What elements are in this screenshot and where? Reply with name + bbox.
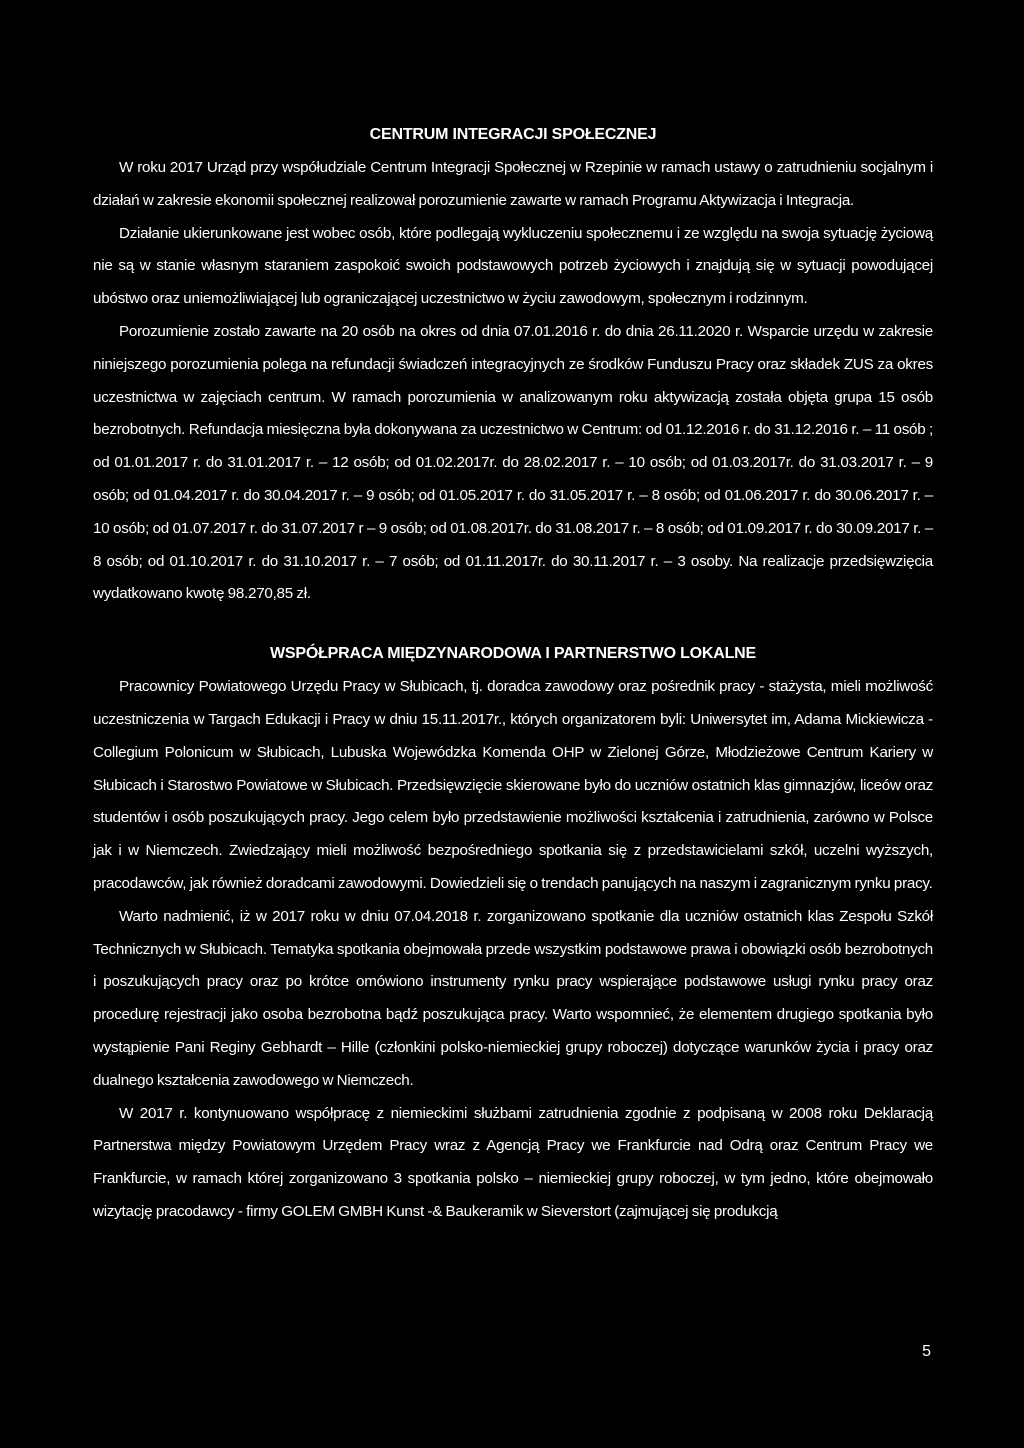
paragraph: Porozumienie zostało zawarte na 20 osób na okres od dnia 07.01.2016 r. do dnia 26.11.2020 r. Wsparcie urzędu w zakresie niniejszego porozumienia polega na refundacji świadczeń integracyjnych ze środków Funduszu Pracy oraz składek ZUS za okres uczestnictwa w zajęciach centrum. W ramach porozumienia w analizowanym roku aktywizacją została objęta grupa 15 osób bezrobotnych. Refundacja miesięczna była dokonywana za uczestnictwo w Centrum: od 01.12.2016 r. do 31.12.2016 r. – 11 osób ; od 01.01.2017 r. do 31.01.2017 r. – 12 osób; od 01.02.2017r. do 28.02.2017 r. – 10 osób; od 01.03.2017r. do 31.03.2017 r. – 9 osób; od 01.04.2017 r. do 30.04.2017 r. – 9 osób; od 01.05.2017 r. do 31.05.2017 r. – 8 osób; od 01.06.2017 r. do 30.06.2017 r. – 10 osób; od 01.07.2017 r. do 31.07.2017 r – 9 osób; od 01.08.2017r. do 31.08.2017 r. – 8 osób; od 01.09.2017 r. do 30.09.2017 r. – 8 osób; od 01.10.2017 r. do 31.10.2017 r. – 7 osób; od 01.11.2017r. do 30.11.2017 r. – 3 osoby. Na realizacje przedsięwzięcia wydatkowano kwotę 98.270,85 zł. xyxy=(93,322,933,603)
paragraph: W 2017 r. kontynuowano współpracę z niemieckimi służbami zatrudnienia zgodnie z podpisaną w 2008 roku Deklaracją Partnerstwa między Powiatowym Urzędem Pracy wraz z Agencją Pracy we Frankfurcie nad Odrą oraz Centrum Pracy we Frankfurcie, w ramach której zorganizowano 3 spotkania polsko – niemieckiej grupy roboczej, w tym jedno, które obejmowało wizytację pracodawcy - firmy GOLEM GMBH Kunst -& Baukeramik w Sieverstort (zajmującej się produkcją xyxy=(93,1104,933,1220)
page-number: 5 xyxy=(922,1343,931,1360)
paragraph: Warto nadmienić, iż w 2017 roku w dniu 07.04.2018 r. zorganizowano spotkanie dla uczniów ostatnich klas Zespołu Szkół Technicznych w Słubicach. Tematyka spotkania obejmowała przede wszystkim podstawowe prawa i obowiązki osób bezrobotnych i poszukujących pracy oraz po krótce omówiono instrumenty rynku pracy wspierające podstawowe usługi rynku pracy oraz procedurę rejestracji jako osoba bezrobotna bądź poszukująca pracy. Warto wspomnieć, że elementem drugiego spotkania było wystąpienie Pani Reginy Gebhardt – Hille (członkini polsko-niemieckiej grupy roboczej) dotyczące warunków życia i pracy oraz dualnego kształcenia zawodowego w Niemczech. xyxy=(93,907,933,1089)
section-international-cooperation xyxy=(93,637,933,1229)
paragraph: W roku 2017 Urząd przy współudziale Centrum Integracji Społecznej w Rzepinie w ramach ustawy o zatrudnieniu socjalnym i działań w zakresie ekonomii społecznej realizował porozumienie zawarte w ramach Programu Aktywizacja i Integracja. xyxy=(93,159,933,209)
section-social-integration-centre xyxy=(93,118,933,611)
paragraph: Pracownicy Powiatowego Urzędu Pracy w Słubicach, tj. doradca zawodowy oraz pośrednik pracy - stażysta, mieli możliwość uczestniczenia w Targach Edukacji i Pracy w dniu 15.11.2017r., których organizatorem byli: Uniwersytet im, Adama Mickiewicza - Collegium Polonicum w Słubicach, Lubuska Wojewódzka Komenda OHP w Zielonej Górze, Młodzieżowe Centrum Kariery w Słubicach i Starostwo Powiatowe w Słubicach. Przedsięwzięcie skierowane było do uczniów ostatnich klas gimnazjów, liceów oraz studentów i osób poszukujących pracy. Jego celem było przedstawienie możliwości kształcenia i zatrudnienia, zarówno w Polsce jak i w Niemczech. Zwiedzający mieli możliwość bezpośredniego spotkania się z przedstawicielami szkół, uczelni wyższych, pracodawców, jak również doradcami zawodowymi. Dowiedzieli się o trendach panujących na naszym i zagranicznym rynku pracy. xyxy=(93,678,933,892)
page-content xyxy=(93,118,933,1229)
paragraph: Działanie ukierunkowane jest wobec osób, które podlegają wykluczeniu społecznemu i ze względu na swoja sytuację życiową nie są w stanie własnym staraniem zaspokoić swoich podstawowych potrzeb życiowych i znajdują się w sytuacji powodującej ubóstwo oraz uniemożliwiającej lub ograniczającej uczestnictwo w życiu zawodowym, społecznym i rodzinnym. xyxy=(93,224,933,308)
section-title: WSPÓŁPRACA MIĘDZYNARODOWA I PARTNERSTWO LOKALNE xyxy=(270,645,756,663)
section-title: CENTRUM INTEGRACJI SPOŁECZNEJ xyxy=(369,126,657,143)
